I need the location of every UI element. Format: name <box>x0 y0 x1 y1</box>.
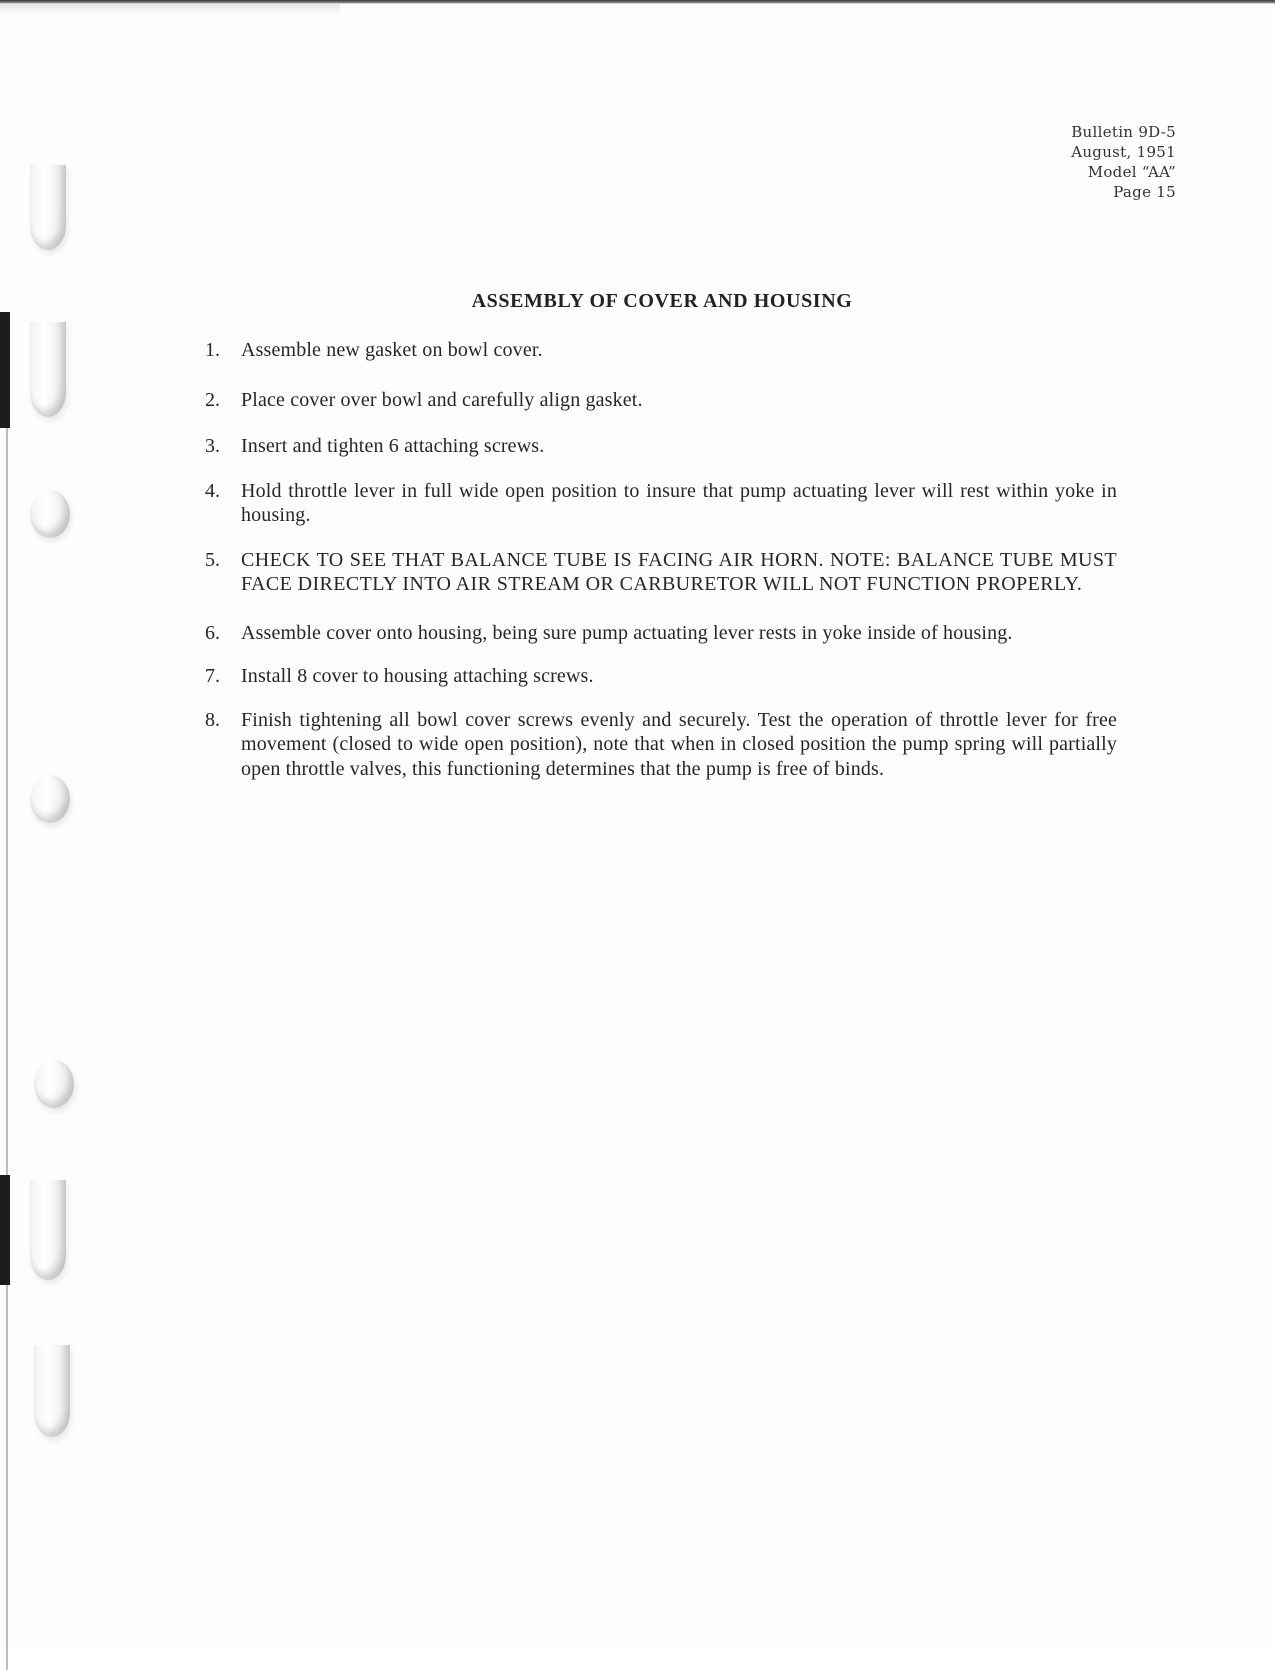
step-8 <box>205 708 1117 782</box>
binder-hole-5 <box>34 1060 74 1108</box>
bulletin-date: August, 1951 <box>1071 143 1176 161</box>
step-7 <box>205 664 1117 689</box>
step-text: Finish tightening all bowl cover screws evenly and securely. Test the operation of throttle lever for free movement (closed to wide open position), note that when in closed position the pump spring will partially open throttle valves, this functioning determines that the pump is free of binds. <box>241 708 1117 780</box>
step-5 <box>205 548 1117 597</box>
bulletin-model: Model “AA” <box>1087 163 1176 181</box>
step-number: 8. <box>205 708 220 731</box>
step-text: Assemble new gasket on bowl cover. <box>241 339 543 361</box>
step-2 <box>205 388 1117 413</box>
step-4 <box>205 479 1117 528</box>
step-3 <box>205 434 1117 459</box>
page-number: Page 15 <box>1113 183 1176 201</box>
binder-hole-3 <box>30 490 70 538</box>
page-title: ASSEMBLY OF COVER AND HOUSING <box>471 290 853 312</box>
binder-hole-7 <box>34 1345 70 1437</box>
step-number: 2. <box>205 388 220 411</box>
step-text: Install 8 cover to housing attaching screws. <box>241 665 594 687</box>
binder-hole-6 <box>30 1180 66 1280</box>
step-number: 7. <box>205 665 220 687</box>
step-text: Insert and tighten 6 attaching screws. <box>241 435 545 457</box>
binder-tab-dark-2 <box>0 1175 10 1285</box>
step-number: 3. <box>205 435 220 457</box>
binder-hole-2 <box>30 322 66 417</box>
step-text: CHECK TO SEE THAT BALANCE TUBE IS FACING AIR HORN. NOTE: BALANCE TUBE MUST FACE DIRECTLY INTO AIR STREAM OR CARBURETOR WILL NOT FUNCTION PROPERLY. <box>241 548 1117 595</box>
bulletin-header <box>1071 122 1176 202</box>
step-number: 1. <box>205 339 220 361</box>
step-number: 5. <box>205 548 220 571</box>
binder-margin-line <box>6 420 8 1670</box>
page-top-edge-shadow <box>0 4 340 14</box>
step-6 <box>205 621 1117 646</box>
binder-tab-dark-1 <box>0 312 10 428</box>
bulletin-number: Bulletin 9D-5 <box>1071 123 1176 141</box>
step-text: Assemble cover onto housing, being sure pump actuating lever rests in yoke inside of housing. <box>241 621 1013 644</box>
step-number: 4. <box>205 479 220 502</box>
assembly-steps-list <box>205 338 1117 781</box>
binder-hole-1 <box>30 165 66 250</box>
step-text: Place cover over bowl and carefully align gasket. <box>241 388 643 411</box>
step-text: Hold throttle lever in full wide open position to insure that pump actuating lever will rest within yoke in housing. <box>241 479 1117 526</box>
step-number: 6. <box>205 621 220 644</box>
step-1 <box>205 338 1117 363</box>
binder-hole-4 <box>30 775 70 823</box>
